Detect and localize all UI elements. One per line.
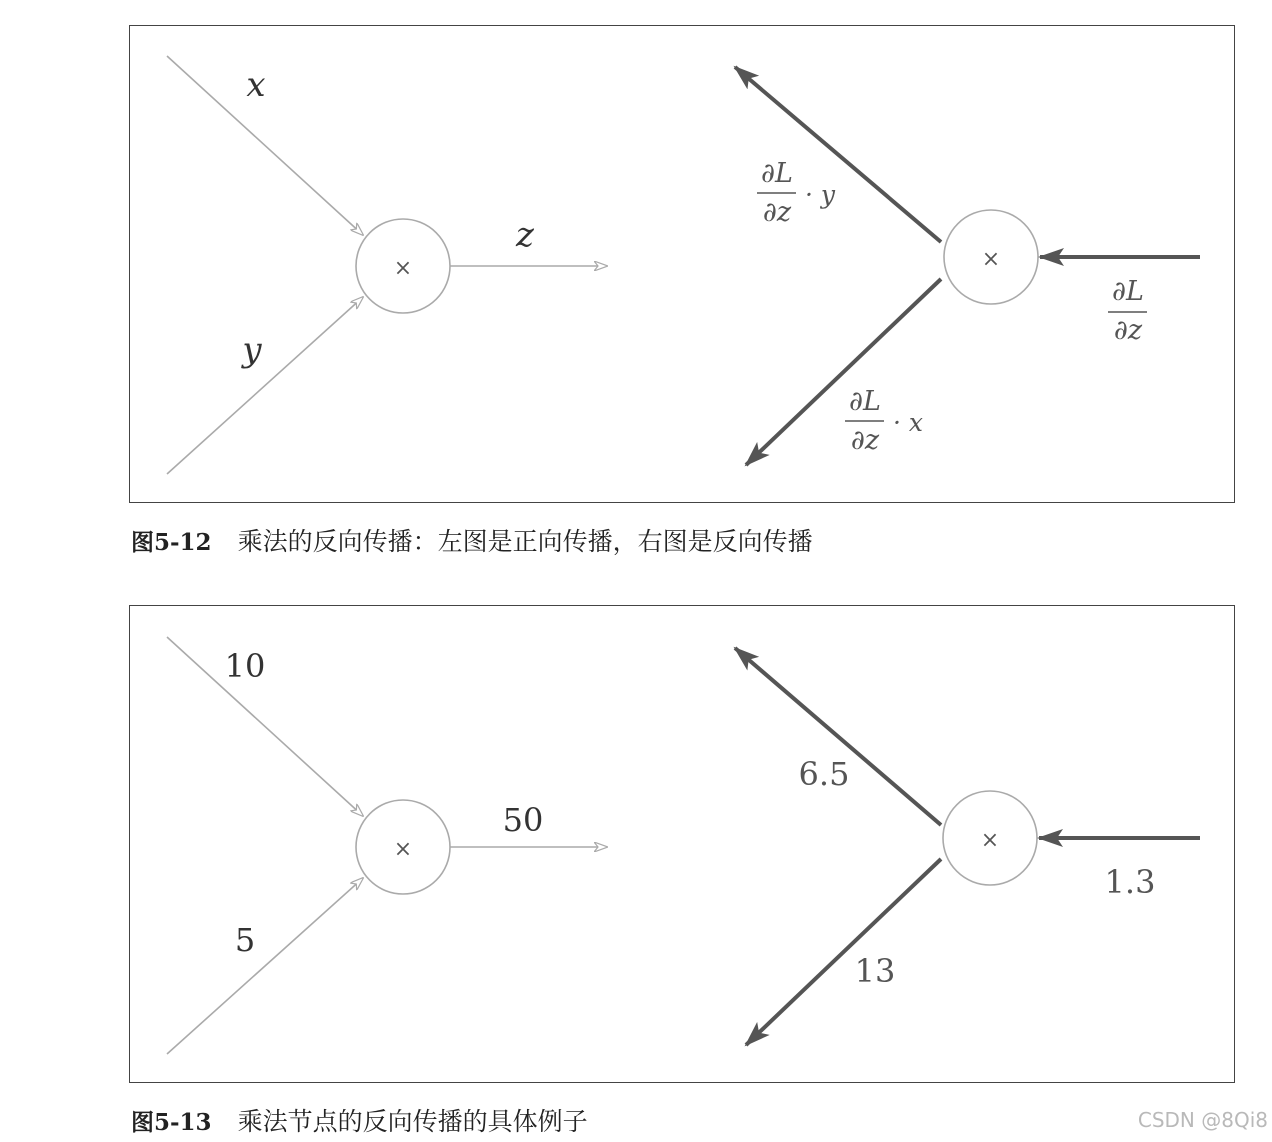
caption-number: 图5-12	[131, 529, 212, 556]
caption-text: 乘法节点的反向传播的具体例子	[237, 1107, 588, 1136]
grad-x-label	[757, 158, 836, 228]
label-6-5: 6.5	[798, 755, 850, 793]
figure-5-13	[129, 605, 1235, 1083]
grad-top-arrow	[735, 648, 941, 825]
upstream-gradient-label	[1108, 276, 1147, 346]
svg-text:∂L: ∂L	[1112, 276, 1144, 307]
multiply-symbol-backward: ×	[981, 247, 1001, 272]
edge-input-5	[167, 878, 363, 1054]
svg-text:∂L: ∂L	[849, 386, 881, 417]
label-5: 5	[234, 921, 256, 959]
watermark: CSDN @8Qi8	[1137, 1108, 1268, 1132]
figure-5-12-caption	[131, 522, 813, 558]
edge-y	[167, 297, 363, 474]
figure-5-12	[129, 25, 1235, 503]
grad-bottom-arrow	[746, 859, 941, 1045]
label-50: 50	[502, 801, 544, 839]
figure-5-13-diagram	[130, 606, 1236, 1084]
multiply-symbol-backward: ×	[980, 828, 1000, 853]
multiply-symbol: ×	[393, 256, 413, 281]
figure-5-12-diagram	[130, 26, 1236, 504]
svg-text:· x: · x	[893, 408, 923, 437]
multiply-symbol: ×	[393, 837, 413, 862]
svg-text:∂z: ∂z	[850, 425, 880, 456]
label-y: y	[242, 330, 262, 370]
svg-text:· y: · y	[805, 180, 836, 209]
svg-text:∂z: ∂z	[1113, 315, 1143, 346]
svg-text:∂L: ∂L	[761, 158, 793, 189]
caption-number: 图5-13	[131, 1109, 212, 1136]
figure-5-13-caption	[131, 1102, 588, 1138]
grad-y-label	[845, 386, 923, 456]
grad-y-arrow	[746, 279, 941, 465]
label-10: 10	[224, 647, 266, 685]
label-1-3: 1.3	[1104, 863, 1156, 901]
label-x: x	[246, 65, 266, 105]
caption-text: 乘法的反向传播：左图是正向传播，右图是反向传播	[237, 527, 813, 556]
label-z: z	[516, 215, 534, 255]
svg-text:∂z: ∂z	[762, 197, 792, 228]
label-13: 13	[854, 952, 896, 990]
